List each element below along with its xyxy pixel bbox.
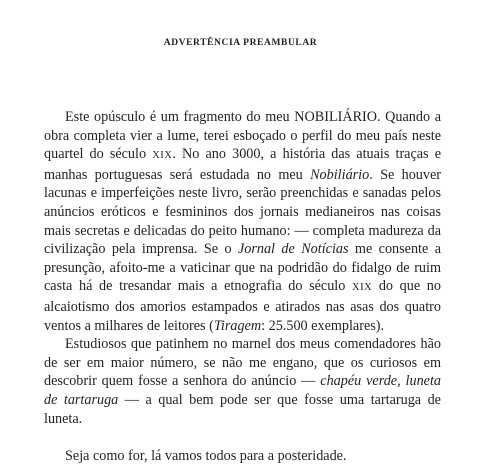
- p1-text-3: . No ano 3000, a história das atuais traças e manhas portuguesas será estudada no meu: [44, 146, 442, 183]
- p1-century-2: XIX: [352, 282, 373, 294]
- p1-text-7: : 25.500 exemplares).: [261, 317, 385, 334]
- paragraph-2: [44, 335, 441, 428]
- body-text: [44, 108, 441, 465]
- paragraph-3: Seja como for, lá vamos todos para a posteridade.: [65, 447, 347, 464]
- p1-century: XIX: [152, 150, 173, 162]
- p1-text-6: do que no alcaiotismo dos amorios estampados e atirados nas asas dos quatro ventos a milhares de leitores (: [44, 278, 441, 334]
- paragraph-1: [44, 108, 441, 335]
- p1-nobiliario-italic: Nobiliário: [310, 166, 370, 183]
- section-heading: ADVERTÊNCIA PREAMBULAR: [163, 38, 318, 48]
- p2-text-1: Estudiosos que patinhem no marnel dos meus comendadores hão de ser em maior número, se não me engano, que os curiosos em descobrir quem fosse a senhora do anúncio —: [44, 336, 441, 390]
- p1-text-2: . Quando a obra completa vier a lume, terei esboçado o perfil do meu país neste quartel do século: [44, 109, 441, 163]
- p1-text-4: . Se houver lacunas e imperfeições neste livro, serão preenchidas e sanadas pelos anúncios eróticos e fesmininos dos jornais medianeiros nas coisas mais secretas e delicadas do peito humano: — completa madureza da civilização pela imprensa. Se o: [44, 166, 441, 258]
- p1-tiragem: Tiragem: [213, 317, 262, 334]
- p1-text-1: Este opúsculo é um fragmento do meu: [65, 109, 295, 125]
- p1-text-5: me consente a presunção, afoito-me a vaticinar que na podridão do fidalgo de ruim casta há de tresandar mais a etnografia do século: [44, 241, 441, 295]
- p1-jornal-title: Jornal de Notícias: [237, 241, 349, 258]
- p2-chapeu: chapéu verde, luneta de tartaruga: [44, 373, 441, 408]
- p2-text-2: — a qual bem pode ser que fosse uma tartaruga de luneta.: [44, 391, 441, 427]
- p1-nobiliario-caps: NOBILIÁRIO: [294, 109, 378, 125]
